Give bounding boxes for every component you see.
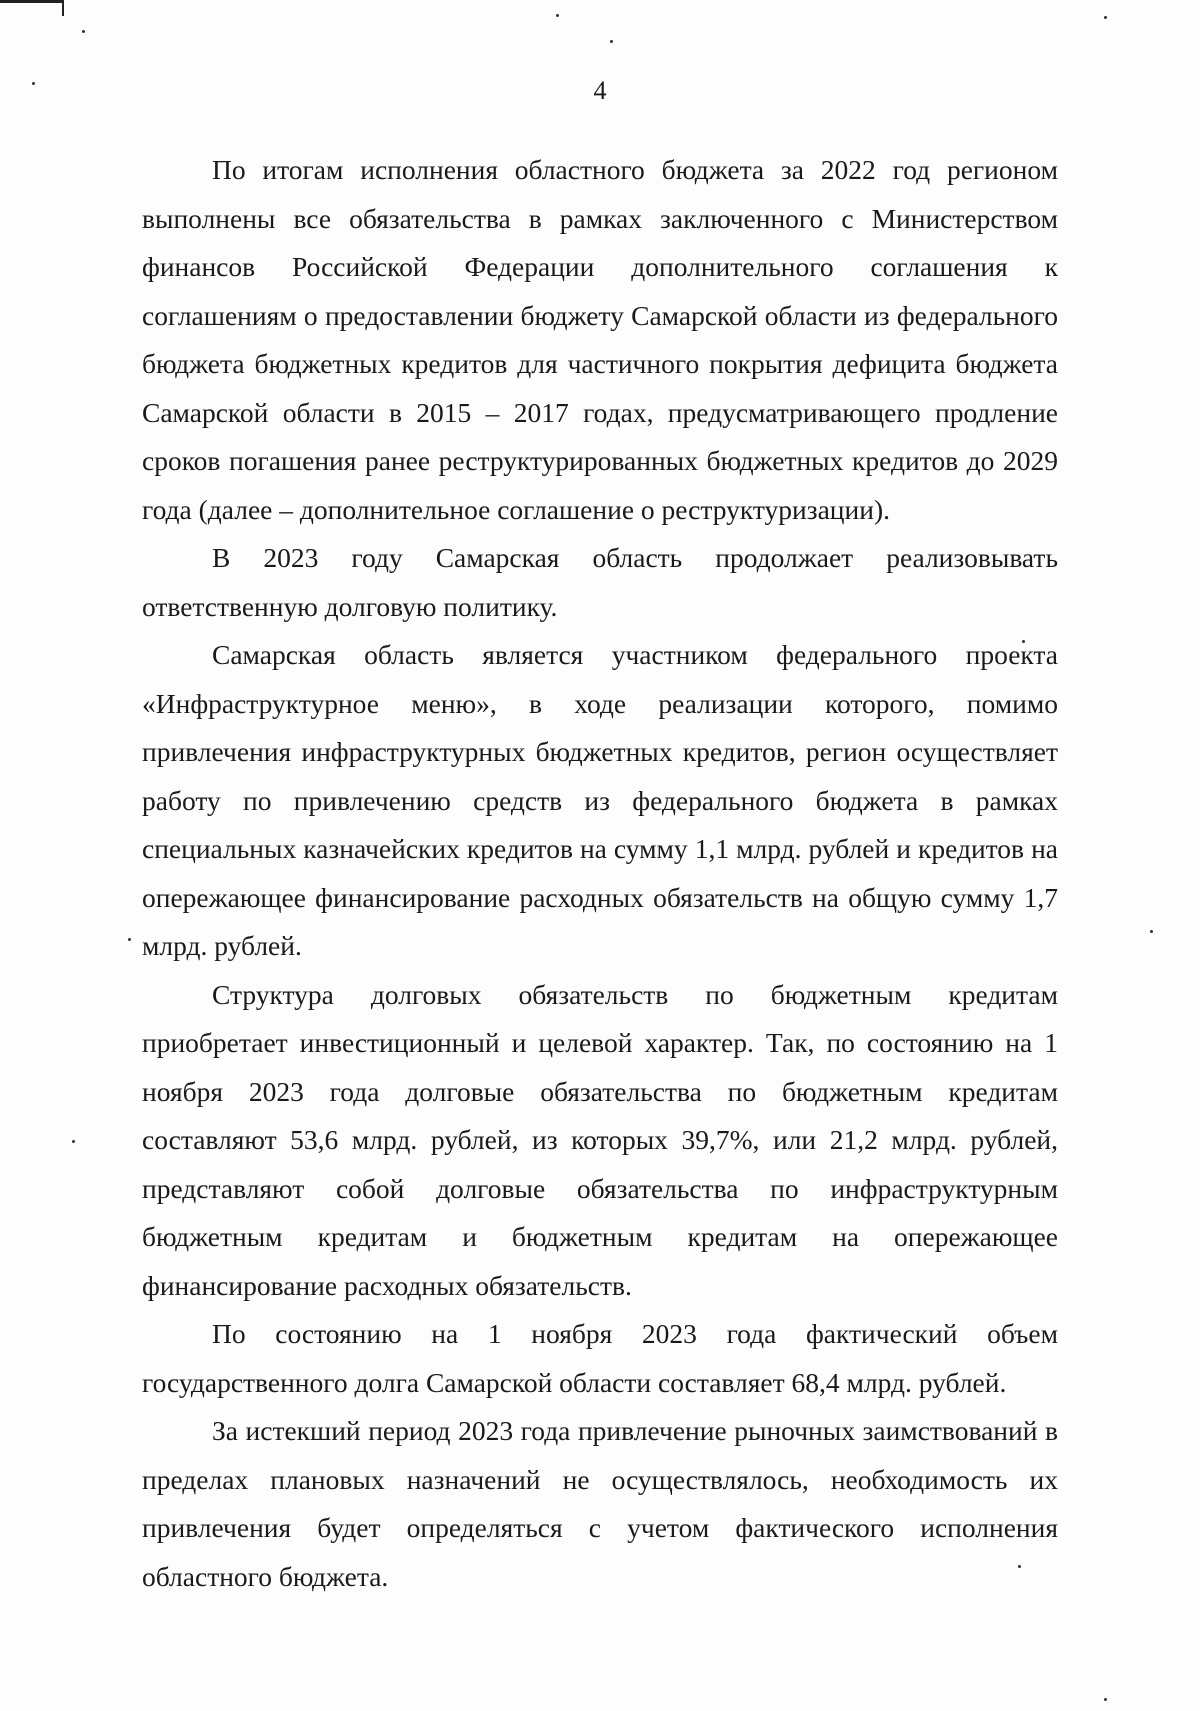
paragraph-market-borrowings: За истекший период 2023 года привлечение рыночных заимствований в пределах плановых назначений не осуществлялось, необходимость их привлечения будет определяться с учетом фактического исполнения областного бюджета. — [142, 1415, 1058, 1592]
scan-speck — [1104, 16, 1107, 19]
scan-speck — [1104, 1698, 1107, 1701]
paragraph-debt-structure: Структура долговых обязательств по бюджетным кредитам приобретает инвестиционный и целевой характер. Так, по состоянию на 1 ноября 2023 года долговые обязательства по бюджетным кредитам составляют 53,6 млрд. рублей, из которых 39,7%, или 21,2 млрд. рублей, представляют собой долговые обязательства по инфраструктурным бюджетным кредитам и бюджетным кредитам на опережающее финансирование расходных обязательств. — [142, 978, 1058, 1301]
scan-corner-mark-vertical — [62, 0, 64, 16]
scan-speck — [556, 14, 559, 17]
paragraph-budget-execution-2022: По итогам исполнения областного бюджета за 2022 год регионом выполнены все обязательства в рамках заключенного с Министерством финансов Российской Федерации дополнительного соглашения к соглашениям о предоставлении бюджету Самарской области из федерального бюджета бюджетных кредитов для частичного покрытия дефицита бюджета Самарской области в 2015 – 2017 годах, предусматривающего продление сроков погашения ранее реструктурированных бюджетных кредитов до 2029 года (далее – дополнительное соглашение о реструктуризации). — [142, 154, 1058, 525]
page-number: 4 — [593, 76, 607, 105]
paragraph-state-debt-volume: По состоянию на 1 ноября 2023 года фактический объем государственного долга Самарской области составляет 68,4 млрд. рублей. — [142, 1318, 1058, 1398]
document-body — [142, 146, 1058, 1601]
scan-speck — [128, 938, 131, 941]
scan-speck — [610, 40, 613, 43]
scan-speck — [1150, 930, 1153, 933]
paragraph-infrastructure-menu: Самарская область является участником федерального проекта «Инфраструктурное меню», в ходе реализации которого, помимо привлечения инфраструктурных бюджетных кредитов, регион осуществляет работу по привлечению средств из федерального бюджета в рамках специальных казначейских кредитов на сумму 1,1 млрд. рублей и кредитов на опережающее финансирование расходных обязательств на общую сумму 1,7 млрд. рублей. — [142, 639, 1058, 961]
paragraph-debt-policy-2023: В 2023 году Самарская область продолжает реализовывать ответственную долговую политику. — [142, 542, 1058, 622]
scan-corner-mark — [0, 0, 62, 3]
scan-speck — [82, 30, 85, 33]
scan-speck — [72, 1140, 75, 1143]
